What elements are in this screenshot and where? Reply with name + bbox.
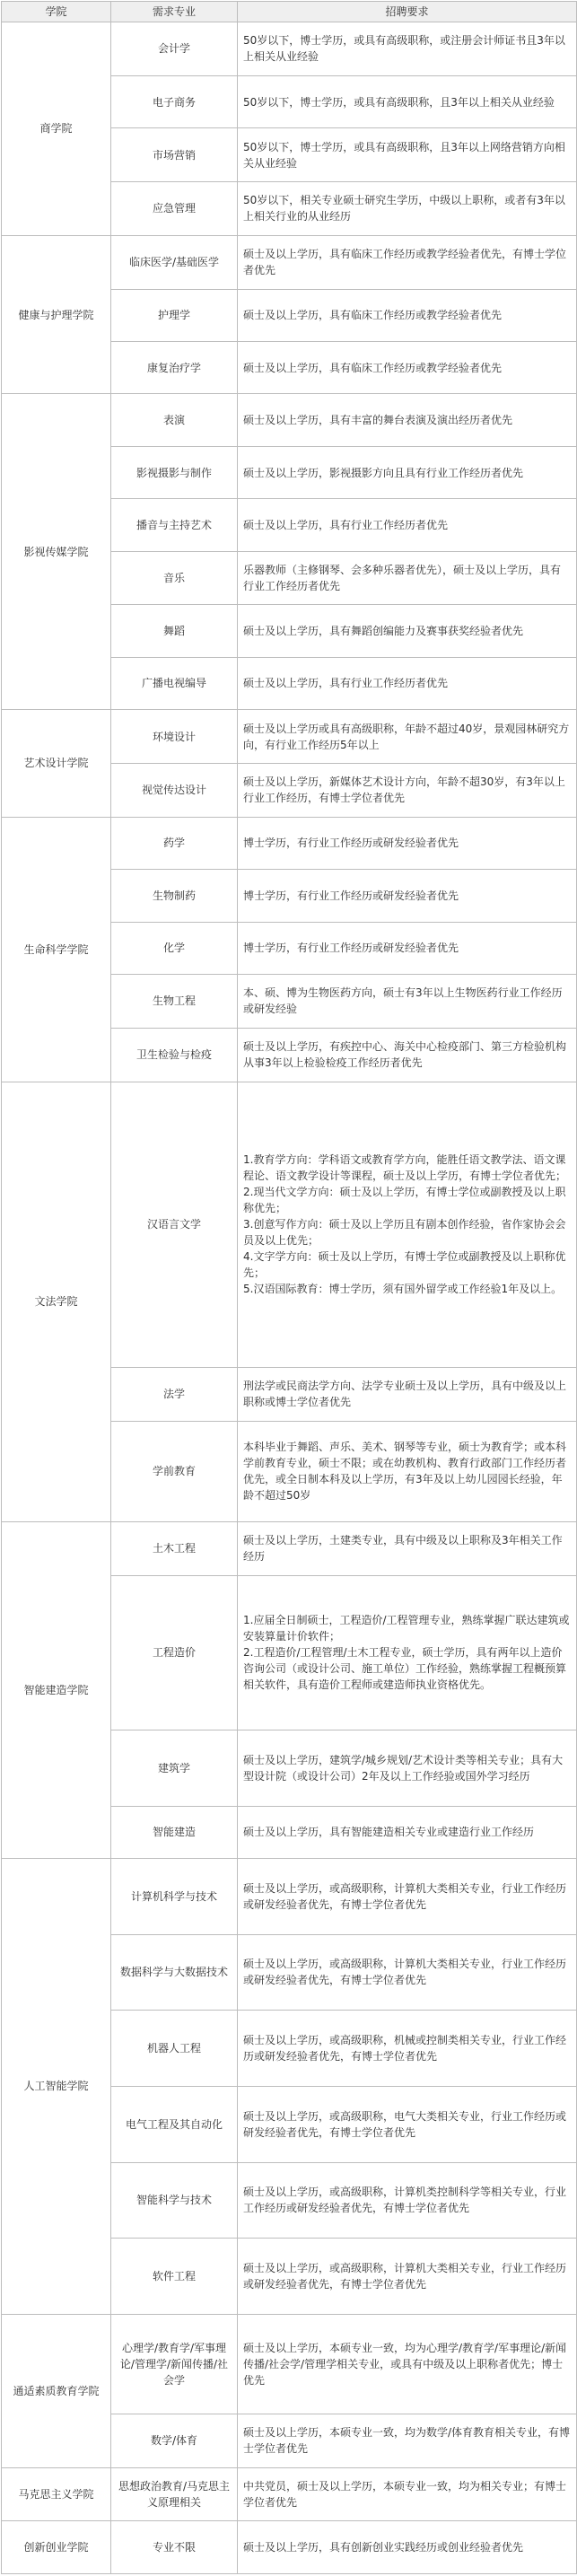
requirement-cell: 硕士及以上学历，有疾控中心、海关中心检疫部门、第三方检验机构从事3年以上检验检疫工作经历者优先: [238, 1028, 577, 1082]
requirement-cell: 硕士及以上学历，或高级职称，计算机大类相关专业，行业工作经历或研发经验者优先，有博士学位者优先: [238, 1858, 577, 1934]
requirement-cell: 硕士及以上学历，本硕专业一致，均为数学/体育教育相关专业，有博士学位者优先: [238, 2414, 577, 2467]
major-cell: 工程造价: [111, 1575, 238, 1730]
table-row: [2, 1082, 577, 1367]
major-cell: 法学: [111, 1367, 238, 1421]
major-cell: 表演: [111, 394, 238, 446]
major-cell: 临床医学/基础医学: [111, 235, 238, 289]
requirement-cell: 硕士及以上学历，建筑学/城乡规划/艺术设计类等相关专业；具有大型设计院（或设计公司）2年及以上工作经验或国外学习经历: [238, 1730, 577, 1806]
major-cell: 化学: [111, 922, 238, 974]
college-cell: 文法学院: [2, 1082, 111, 1521]
requirement-cell: 乐器教师（主修钢琴、会多种乐器者优先），硕士及以上学历，具有行业工作经历者优先: [238, 551, 577, 605]
requirement-line: 2.现当代文学方向：硕士及以上学历，有博士学位或副教授及以上职称优先；: [243, 1186, 566, 1215]
requirement-cell: 硕士及以上学历，或高级职称，计算机大类相关专业，行业工作经历或研发经验者优先，有博士学位者优先: [238, 2239, 577, 2315]
major-cell: 播音与主持艺术: [111, 499, 238, 551]
major-cell: 生物工程: [111, 974, 238, 1028]
requirement-cell: 硕士及以上学历，或高级职称，计算机类控制科学等相关专业，行业工作经历或研发经验者优先，有博士学位者优先: [238, 2162, 577, 2239]
college-cell: 影视传媒学院: [2, 394, 111, 710]
major-cell: 康复治疗学: [111, 342, 238, 394]
header-requirements: 招聘要求: [238, 2, 577, 22]
table-row: [2, 2467, 577, 2521]
major-cell: 生物制药: [111, 870, 238, 922]
major-cell: 数学/体育: [111, 2414, 238, 2467]
major-cell: 视觉传达设计: [111, 763, 238, 817]
requirement-cell: 硕士及以上学历，或高级职称，机械或控制类相关专业，行业工作经历或研发经验者优先，有博士学位者优先: [238, 2011, 577, 2087]
requirement-cell: 硕士及以上学历，具有临床工作经历或教学经验者优先，有博士学位者优先: [238, 235, 577, 289]
requirement-line: 1.教育学方向：学科语文或教育学方向，能胜任语文教学法、语文课程论、语文教学设计等课程，硕士及以上学历，有博士学位者优先；: [243, 1153, 567, 1183]
header-row: [2, 2, 577, 22]
requirement-line: 1.应届全日制硕士，工程造价/工程管理专业，熟练掌握广联达建筑或安装算量计价软件；: [243, 1614, 570, 1643]
college-cell: 人工智能学院: [2, 1858, 111, 2314]
requirement-cell: 博士学历，有行业工作经历或研发经验者优先: [238, 922, 577, 974]
college-cell: 生命科学学院: [2, 817, 111, 1082]
requirement-cell: 硕士及以上学历，本硕专业一致，均为心理学/教育学/军事理论/新闻传播/社会学/管理学相关专业，或具有中级及以上职称者优先；博士优先: [238, 2314, 577, 2414]
requirement-cell: 硕士及以上学历，土建类专业，具有中级及以上职称及3年相关工作经历: [238, 1521, 577, 1575]
table-row: [2, 1858, 577, 1934]
requirement-cell: 硕士及以上学历，具有丰富的舞台表演及演出经历者优先: [238, 394, 577, 446]
major-cell: 舞蹈: [111, 605, 238, 657]
major-cell: 环境设计: [111, 710, 238, 764]
requirement-cell: 本、硕、博为生物医药方向，硕士有3年以上生物医药行业工作经历或研发经验: [238, 974, 577, 1028]
college-cell: 智能建造学院: [2, 1521, 111, 1858]
requirement-cell: 硕士及以上学历，新媒体艺术设计方向，年龄不超30岁，有3年以上行业工作经历，有博士学位者优先: [238, 763, 577, 817]
table-row: [2, 22, 577, 76]
major-cell: 电子商务: [111, 75, 238, 127]
table-body: [2, 22, 577, 2574]
requirement-cell: 硕士及以上学历，具有创新创业实践经历或创业经验者优先: [238, 2521, 577, 2574]
header-college: 学院: [2, 2, 111, 22]
requirement-cell: 硕士及以上学历，或高级职称，计算机大类相关专业，行业工作经历或研发经验者优先，有博士学位者优先: [238, 1934, 577, 2011]
requirement-cell: 硕士及以上学历，或高级职称，电气大类相关专业，行业工作经历或研发经验者优先，有博士学位者优先: [238, 2086, 577, 2162]
table-row: [2, 2314, 577, 2414]
requirement-line: 5.汉语国际教育：博士学历，须有国外留学或工作经验1年及以上。: [243, 1283, 563, 1296]
table-row: [2, 235, 577, 289]
requirement-cell: 硕士及以上学历，具有舞蹈创编能力及赛事获奖经验者优先: [238, 605, 577, 657]
college-cell: 艺术设计学院: [2, 710, 111, 818]
major-cell: 智能科学与技术: [111, 2162, 238, 2239]
major-cell: 专业不限: [111, 2521, 238, 2574]
major-cell: 心理学/教育学/军事理论/管理学/新闻传播/社会学: [111, 2314, 238, 2414]
requirement-cell: 50岁以下，相关专业硕士研究生学历，中级以上职称，或者有3年以上相关行业的从业经历: [238, 182, 577, 236]
table-row: [2, 394, 577, 446]
college-cell: 通适素质教育学院: [2, 2314, 111, 2467]
table-row: [2, 1521, 577, 1575]
major-cell: 广播电视编导: [111, 657, 238, 709]
requirement-cell: 本科毕业于舞蹈、声乐、美术、钢琴等专业，硕士为教育学；或本科学前教育专业，硕士不限；或在幼教机构、教育行政部门工作经历者优先，或全日制本科及以上学历，有3年及以上幼儿园园长经验，年龄不超过50岁: [238, 1421, 577, 1521]
major-cell: 市场营销: [111, 128, 238, 182]
requirement-cell: 硕士及以上学历，具有临床工作经历或教学经验者优先: [238, 342, 577, 394]
table-row: [2, 2521, 577, 2574]
requirement-cell: 硕士及以上学历，具有行业工作经历者优先: [238, 657, 577, 709]
requirement-cell: 博士学历，有行业工作经历或研发经验者优先: [238, 817, 577, 869]
requirement-cell: 硕士及以上学历，影视摄影方向且具有行业工作经历者优先: [238, 446, 577, 498]
major-cell: 影视摄影与制作: [111, 446, 238, 498]
requirement-line: 3.创意写作方向：硕士及以上学历且有剧本创作经验，省作家协会会员及以上优先；: [243, 1218, 566, 1248]
requirement-cell: 硕士及以上学历，具有临床工作经历或教学经验者优先: [238, 289, 577, 341]
college-cell: 创新创业学院: [2, 2521, 111, 2574]
requirement-cell: 50岁以下，博士学历，或具有高级职称，且3年以上相关从业经验: [238, 75, 577, 127]
major-cell: 智能建造: [111, 1806, 238, 1858]
requirement-cell: 刑法学或民商法学方向、法学专业硕士及以上学历，具有中级及以上职称或博士学位者优先: [238, 1367, 577, 1421]
college-cell: 商学院: [2, 22, 111, 236]
table-row: [2, 710, 577, 764]
college-cell: 马克思主义学院: [2, 2467, 111, 2521]
requirement-line: 2.工程造价/工程管理/土木工程专业，硕士学历，具有两年以上造价咨询公司（或设计公司、施工单位）工作经验，熟练掌握工程概预算相关软件，具有造价工程师或建造师执业资格优先。: [243, 1646, 567, 1692]
requirement-line: 4.文字学方向：硕士及以上学历，有博士学位或副教授及以上职称优先；: [243, 1250, 566, 1280]
major-cell: 建筑学: [111, 1730, 238, 1806]
major-cell: 护理学: [111, 289, 238, 341]
requirement-cell: 硕士及以上学历或具有高级职称，年龄不超过40岁，景观园林研究方向，有行业工作经历5年以上: [238, 710, 577, 764]
requirement-cell: 博士学历，有行业工作经历或研发经验者优先: [238, 870, 577, 922]
requirement-cell: 50岁以下，博士学历，或具有高级职称，或注册会计师证书且3年以上相关从业经验: [238, 22, 577, 76]
header-major: 需求专业: [111, 2, 238, 22]
major-cell: 音乐: [111, 551, 238, 605]
major-cell: 汉语言文学: [111, 1082, 238, 1367]
requirement-cell: 50岁以下，博士学历，或具有高级职称，且3年以上网络营销方向相关从业经验: [238, 128, 577, 182]
recruitment-table: [1, 1, 577, 2574]
major-cell: 电气工程及其自动化: [111, 2086, 238, 2162]
major-cell: 计算机科学与技术: [111, 1858, 238, 1934]
major-cell: 软件工程: [111, 2239, 238, 2315]
requirement-cell: 中共党员，硕士及以上学历，本硕专业一致，均为相关专业；有博士学位者优先: [238, 2467, 577, 2521]
requirement-cell: 硕士及以上学历，具有智能建造相关专业或建造行业工作经历: [238, 1806, 577, 1858]
major-cell: 卫生检验与检疫: [111, 1028, 238, 1082]
major-cell: 机器人工程: [111, 2011, 238, 2087]
requirement-cell: [238, 1575, 577, 1730]
major-cell: 药学: [111, 817, 238, 869]
major-cell: 数据科学与大数据技术: [111, 1934, 238, 2011]
major-cell: 会计学: [111, 22, 238, 76]
major-cell: 思想政治教育/马克思主义原理相关: [111, 2467, 238, 2521]
requirement-cell: 硕士及以上学历，具有行业工作经历者优先: [238, 499, 577, 551]
major-cell: 学前教育: [111, 1421, 238, 1521]
table-row: [2, 817, 577, 869]
requirement-cell: [238, 1082, 577, 1367]
college-cell: 健康与护理学院: [2, 235, 111, 394]
major-cell: 应急管理: [111, 182, 238, 236]
major-cell: 土木工程: [111, 1521, 238, 1575]
